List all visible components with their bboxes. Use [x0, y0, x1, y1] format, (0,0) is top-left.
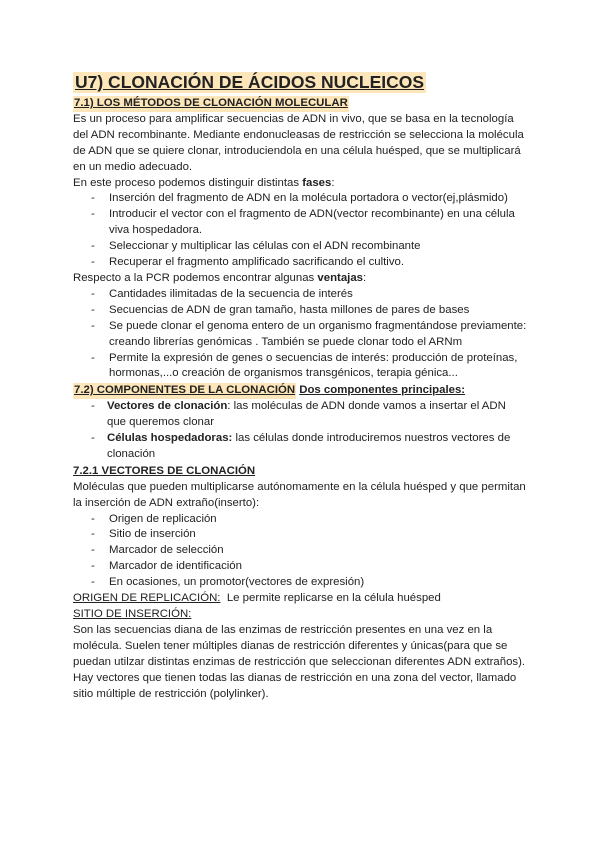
ventajas-intro: [73, 271, 527, 287]
vector-elements-list: [73, 512, 527, 592]
list-item: - Permite la expresión de genes o secuencias de interés: producción de proteínas, hormonas,...o creación de organismos transgénicos, terapia génica...: [73, 351, 527, 383]
list-item: - Se puede clonar el genoma entero de un organismo fragmentándose previamente: creando librerías genómicas . También se puede clonar todo el ARNm: [73, 319, 527, 351]
component-description: las células donde introduciremos nuestros vectores de clonación: [107, 432, 511, 460]
section-7-2-subheading: Dos componentes principales:: [299, 384, 466, 397]
origen-label: ORIGEN DE REPLICACIÓN:: [73, 592, 221, 605]
section-7-2-1: [73, 463, 527, 703]
list-item: - Introducir el vector con el fragmento de ADN(vector recombinante) en una célula viva hospedadora.: [73, 207, 527, 239]
ventajas-post: :: [363, 271, 367, 284]
list-item: - Origen de replicación: [73, 512, 527, 528]
list-item: [73, 431, 527, 463]
section-7-1: [73, 95, 527, 382]
section-7-1-heading: 7.1) LOS MÉTODOS DE CLONACIÓN MOLECULAR: [73, 96, 349, 112]
sitio-label: SITIO DE INSERCIÓN:: [73, 608, 192, 620]
list-item: - Secuencias de ADN de gran tamaño, hasta millones de pares de bases: [73, 303, 527, 319]
list-item: - Recuperar el fragmento amplificado sacrificando el cultivo.: [73, 255, 527, 271]
section-7-2-1-heading: 7.2.1 VECTORES DE CLONACIÓN: [73, 464, 256, 477]
document-content: [73, 72, 527, 702]
list-item: - Sitio de inserción: [73, 527, 527, 543]
fases-pre: En este proceso podemos distinguir distintas: [73, 176, 303, 189]
component-description: : las moléculas de ADN donde vamos a insertar el ADN que queremos clonar: [107, 400, 506, 429]
list-item: [73, 399, 527, 431]
sitio-text: Son las secuencias diana de las enzimas de restricción presentes en una vez en la molécula. Suelen tener múltiples dianas de restricción diferentes y únicas(para que se puedan utilzar distintas enzimas de restricción que seleccionan diferentes ADN extraños). Hay vectores que tienen todas las dianas de restricción en una zona del vector, llamado sitio múltiple de restricción (polylinker).: [73, 623, 526, 700]
list-item: - Cantidades ilimitadas de la secuencia de interés: [73, 287, 527, 303]
section-7-2-1-intro: Moléculas que pueden multiplicarse autónomamente en la célula huésped y que permitan la inserción de ADN extraño(inserto):: [73, 480, 526, 509]
component-name: Células hospedadoras:: [107, 432, 233, 445]
list-item: - Marcador de selección: [73, 543, 527, 559]
ventajas-list: [73, 287, 527, 382]
origen-text: Le permite replicarse en la célula huésped: [220, 592, 441, 605]
fases-intro: [73, 176, 527, 192]
page-title: U7) CLONACIÓN DE ÁCIDOS NUCLEICOS: [75, 72, 425, 92]
section-7-2: [73, 382, 527, 463]
list-item: - Inserción del fragmento de ADN en la molécula portadora o vector(ej,plásmido): [73, 191, 527, 207]
component-name: Vectores de clonación: [107, 400, 228, 413]
fases-post: :: [331, 176, 335, 189]
section-7-1-intro: Es un proceso para amplificar secuencias de ADN in vivo, que se basa en la tecnología del ADN recombinante. Mediante endonucleasas de restricción se selecciona la molécula de ADN que se quiere clonar, introduciendola en una célula huésped, que se multiplicará en un medio adecuado.: [73, 112, 524, 173]
list-item: - Seleccionar y multiplicar las células con el ADN recombinante: [73, 239, 527, 255]
list-item: - En ocasiones, un promotor(vectores de expresión): [73, 575, 527, 591]
section-7-2-heading: 7.2) COMPONENTES DE LA CLONACIÓN: [73, 383, 296, 399]
ventajas-bold: ventajas: [317, 271, 363, 284]
fases-list: [73, 191, 527, 271]
fases-bold: fases: [302, 176, 332, 189]
components-list: [73, 399, 527, 463]
origen-paragraph: [73, 591, 527, 607]
ventajas-pre: Respecto a la PCR podemos encontrar algunas: [73, 271, 318, 284]
list-item: - Marcador de identificación: [73, 559, 527, 575]
